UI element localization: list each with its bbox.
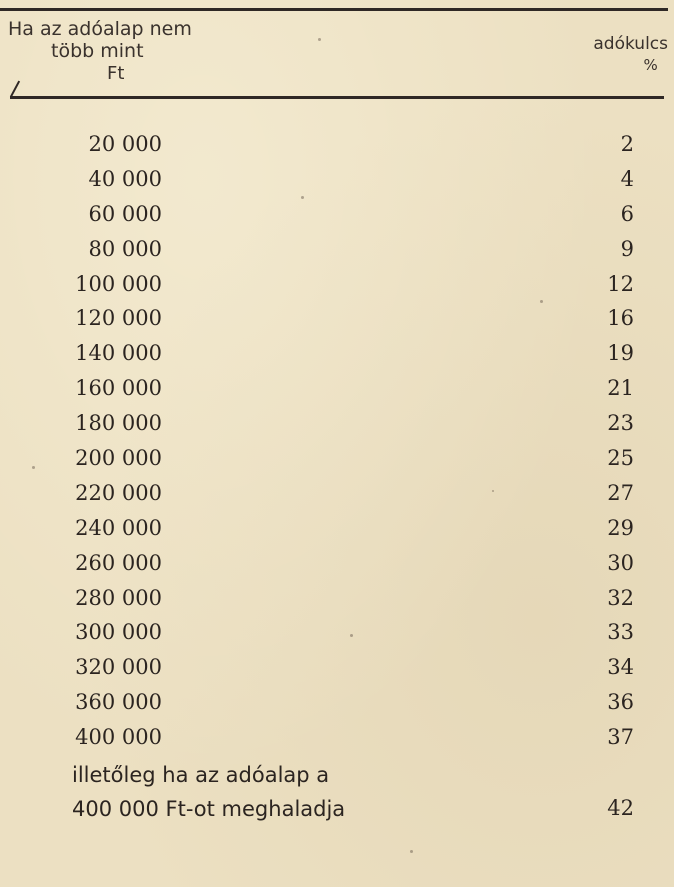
rate-cell: 37: [607, 725, 634, 750]
amount-cell: 20 000: [88, 132, 162, 156]
rate-cell: 34: [607, 655, 634, 680]
amount-cell: 320 000: [75, 655, 162, 680]
rate-cell: 9: [620, 236, 634, 261]
table-row: [0, 721, 674, 756]
paper-speck: [32, 466, 35, 469]
header-right-unit: %: [643, 56, 658, 74]
table-row: [0, 128, 674, 163]
column-header-rate: [593, 34, 668, 74]
amount-cell: 120 000: [75, 306, 162, 331]
amount-cell: 260 000: [75, 550, 162, 575]
tax-table: [0, 128, 674, 756]
amount-cell: 240 000: [75, 515, 162, 540]
table-row: [0, 372, 674, 407]
amount-cell: 60 000: [88, 201, 162, 226]
table-row: [0, 512, 674, 547]
amount-cell: 300 000: [75, 620, 162, 645]
table-row: [0, 337, 674, 372]
rate-cell: 21: [607, 376, 634, 401]
header-left-line1: Ha az adóalap nem: [8, 18, 192, 40]
rate-cell: 6: [620, 201, 634, 226]
amount-cell: 160 000: [75, 376, 162, 401]
table-row: [0, 198, 674, 233]
amount-cell: 180 000: [75, 411, 162, 436]
rate-cell: 29: [607, 515, 634, 540]
header-right-title: adókulcs: [593, 34, 668, 54]
final-line2: 400 000 Ft-ot meghaladja: [72, 797, 346, 821]
table-row: [0, 442, 674, 477]
table-row: [0, 268, 674, 303]
amount-cell: 220 000: [75, 480, 162, 505]
rate-cell: 12: [607, 271, 634, 296]
amount-cell: 280 000: [75, 585, 162, 610]
rate-cell: 25: [607, 446, 634, 471]
rate-cell: 36: [607, 690, 634, 715]
header-rule: [10, 96, 664, 99]
table-row: [0, 233, 674, 268]
table-row: [0, 651, 674, 686]
paper-speck: [350, 634, 353, 637]
amount-cell: 80 000: [88, 236, 162, 261]
rate-cell: 33: [607, 620, 634, 645]
final-row-text: [72, 758, 345, 826]
table-row: [0, 582, 674, 617]
rate-cell: 4: [620, 166, 634, 191]
table-row: [0, 302, 674, 337]
amount-cell: 400 000: [75, 725, 162, 750]
rate-cell: 27: [607, 480, 634, 505]
rate-cell: 16: [607, 306, 634, 331]
amount-cell: 100 000: [75, 271, 162, 296]
rate-cell: 19: [607, 341, 634, 366]
final-rate-cell: 42: [607, 796, 634, 820]
amount-cell: 200 000: [75, 446, 162, 471]
amount-cell: 140 000: [75, 341, 162, 366]
paper-speck: [301, 196, 304, 199]
final-line1: illetőleg ha az adóalap a: [72, 763, 330, 787]
paper-speck: [410, 850, 413, 853]
amount-cell: 40 000: [88, 166, 162, 191]
top-rule: [0, 8, 668, 11]
header-left-line3: Ft: [107, 63, 125, 84]
table-row: [0, 163, 674, 198]
table-row: [0, 616, 674, 651]
rate-cell: 32: [607, 585, 634, 610]
header-left-line2: több mint: [51, 40, 144, 62]
table-row: [0, 547, 674, 582]
table-row: [0, 407, 674, 442]
table-row: [0, 477, 674, 512]
paper-speck: [492, 490, 494, 492]
rate-cell: 30: [607, 550, 634, 575]
rate-cell: 2: [620, 132, 634, 156]
amount-cell: 360 000: [75, 690, 162, 715]
paper-speck: [540, 300, 543, 303]
table-row: [0, 686, 674, 721]
header-slash-mark: [10, 81, 20, 98]
paper-speck: [318, 38, 321, 41]
rate-cell: 23: [607, 411, 634, 436]
